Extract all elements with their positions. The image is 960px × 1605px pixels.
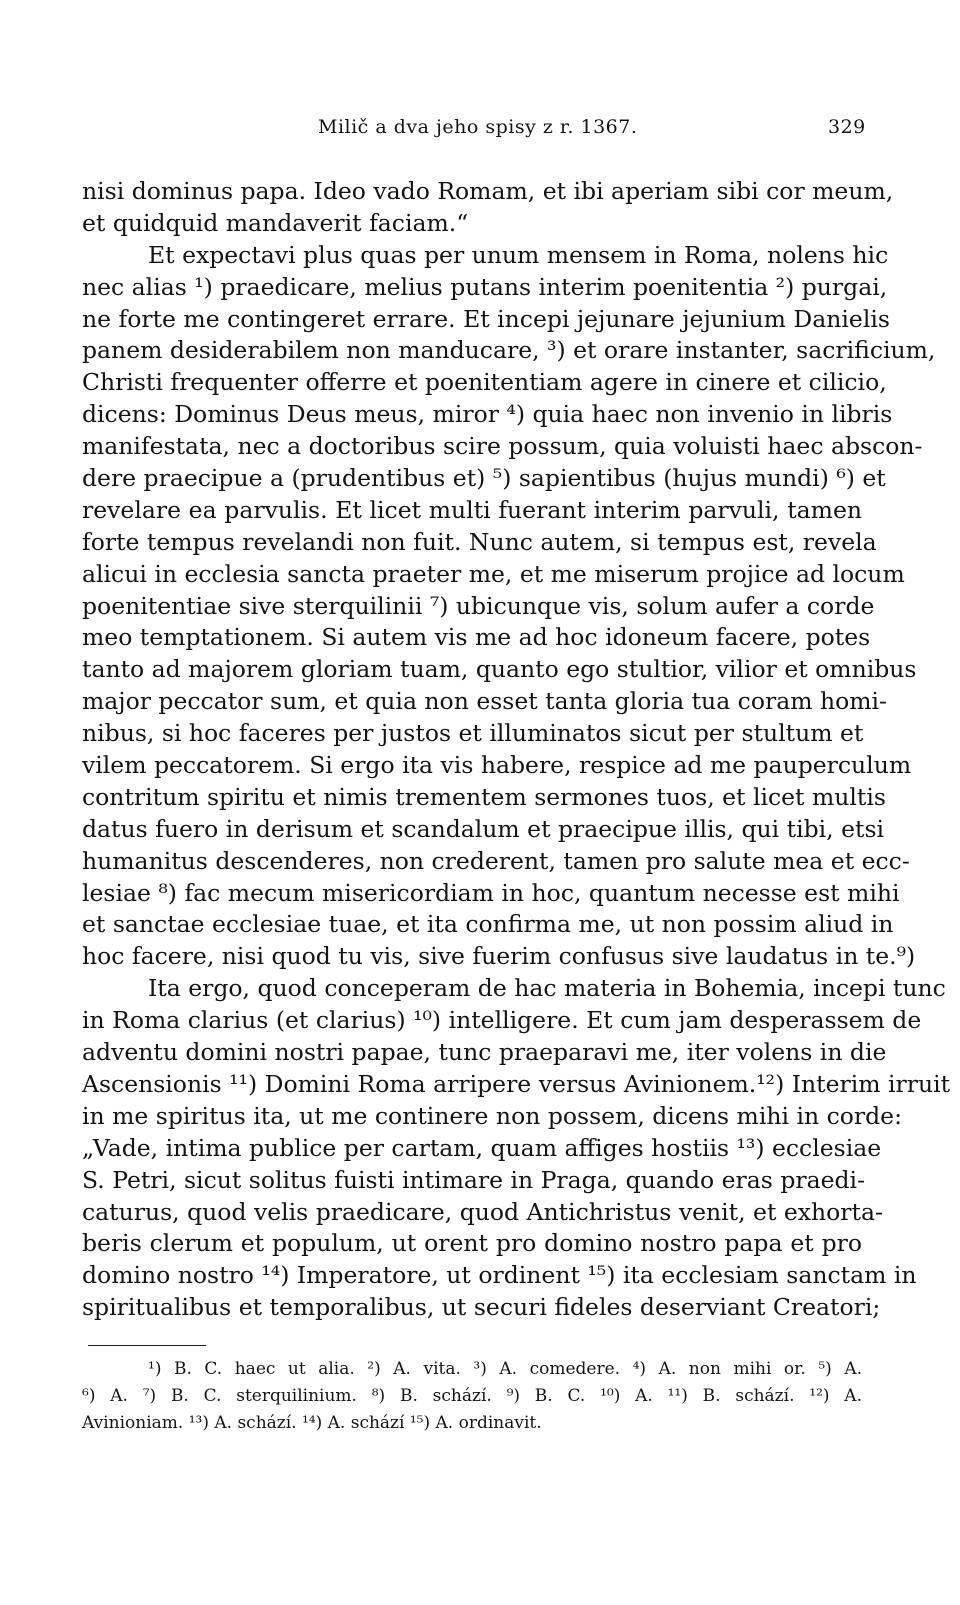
footnote-line: ⁶) A. ⁷) B. C. sterquilinium. ⁸) B. schází. ⁹) B. C. ¹⁰) A. ¹¹) B. schází. ¹²) A. xyxy=(82,1386,862,1406)
text-line: forte tempus revelandi non fuit. Nunc autem, si tempus est, revela xyxy=(82,527,877,556)
text-line: hoc facere, nisi quod tu vis, sive fuerim confusus sive laudatus in te.⁹) xyxy=(82,942,916,971)
text-line: alicui in ecclesia sancta praeter me, et me miserum projice ad locum xyxy=(82,559,905,588)
text-line: caturus, quod velis praedicare, quod Antichristus venit, et exhorta- xyxy=(82,1197,883,1226)
text-line: in Roma clarius (et clarius) ¹⁰) intelligere. Et cum jam desperassem de xyxy=(82,1006,922,1035)
footnotes xyxy=(82,1356,862,1437)
text-line: beris clerum et populum, ut orent pro domino nostro papa et pro xyxy=(82,1229,862,1258)
text-line: contritum spiritu et nimis trementem sermones tuos, et licet multis xyxy=(82,782,886,811)
text-line: spiritualibus et temporalibus, ut securi fideles deserviant Creatori; xyxy=(82,1293,881,1322)
text-line: manifestata, nec a doctoribus scire possum, quia voluisti haec abscon- xyxy=(82,432,923,461)
body-text xyxy=(82,176,951,1324)
text-line: dicens: Dominus Deus meus, miror ⁴) quia haec non invenio in libris xyxy=(82,400,893,429)
text-line: Ita ergo, quod conceperam de hac materia in Bohemia, incepi tunc xyxy=(148,974,946,1003)
text-line: Et expectavi plus quas per unum mensem in Roma, nolens hic xyxy=(148,240,889,269)
text-line: et quidquid mandaverit faciam.“ xyxy=(82,208,469,237)
text-line: humanitus descenderes, non crederent, tamen pro salute mea et ecc- xyxy=(82,846,910,875)
text-line: vilem peccatorem. Si ergo ita vis habere, respice ad me pauperculum xyxy=(82,751,912,780)
page-header xyxy=(0,116,960,146)
text-line: meo temptationem. Si autem vis me ad hoc idoneum facere, potes xyxy=(82,623,871,652)
text-line: poenitentiae sive sterquilinii ⁷) ubicunque vis, solum aufer a corde xyxy=(82,591,875,620)
text-line: nec alias ¹) praedicare, melius putans interim poenitentia ²) purgai, xyxy=(82,272,888,301)
text-line: Ascensionis ¹¹) Domini Roma arripere versus Avinionem.¹²) Interim irruit xyxy=(82,1069,951,1098)
text-line: „Vade, intima publice per cartam, quam affiges hostiis ¹³) ecclesiae xyxy=(82,1133,882,1162)
footnote-separator xyxy=(88,1345,206,1346)
text-line: tanto ad majorem gloriam tuam, quanto ego stultior, vilior et omnibus xyxy=(82,655,917,684)
text-line: in me spiritus ita, ut me continere non possem, dicens mihi in corde: xyxy=(82,1101,903,1130)
text-line: S. Petri, sicut solitus fuisti intimare in Praga, quando eras praedi- xyxy=(82,1165,866,1194)
page-number: 329 xyxy=(828,116,866,138)
footnote-line: ¹) B. C. haec ut alia. ²) A. vita. ³) A. comedere. ⁴) A. non mihi or. ⁵) A. xyxy=(148,1359,862,1379)
text-line: et sanctae ecclesiae tuae, et ita confirma me, ut non possim aliud in xyxy=(82,910,894,939)
running-title: Milič a dva jeho spisy z r. 1367. xyxy=(318,116,638,138)
text-line: major peccator sum, et quia non esset tanta gloria tua coram homi- xyxy=(82,687,888,716)
footnote-line: Avinioniam. ¹³) A. schází. ¹⁴) A. schází ¹⁵) A. ordinavit. xyxy=(82,1413,542,1433)
text-line: nibus, si hoc faceres per justos et illuminatos sicut per stultum et xyxy=(82,719,864,748)
text-line: domino nostro ¹⁴) Imperatore, ut ordinent ¹⁵) ita ecclesiam sanctam in xyxy=(82,1261,917,1290)
text-line: panem desiderabilem non manducare, ³) et orare instanter, sacrificium, xyxy=(82,336,936,365)
text-line: revelare ea parvulis. Et licet multi fuerant interim parvuli, tamen xyxy=(82,495,862,524)
text-line: Christi frequenter offerre et poenitentiam agere in cinere et cilicio, xyxy=(82,368,887,397)
text-line: lesiae ⁸) fac mecum misericordiam in hoc, quantum necesse est mihi xyxy=(82,878,900,907)
text-line: dere praecipue a (prudentibus et) ⁵) sapientibus (hujus mundi) ⁶) et xyxy=(82,464,886,493)
text-line: ne forte me contingeret errare. Et incepi jejunare jejunium Danielis xyxy=(82,304,890,333)
text-line: datus fuero in derisum et scandalum et praecipue illis, qui tibi, etsi xyxy=(82,814,885,843)
text-line: adventu domini nostri papae, tunc praeparavi me, iter volens in die xyxy=(82,1038,887,1067)
text-line: nisi dominus papa. Ideo vado Romam, et ibi aperiam sibi cor meum, xyxy=(82,177,894,205)
